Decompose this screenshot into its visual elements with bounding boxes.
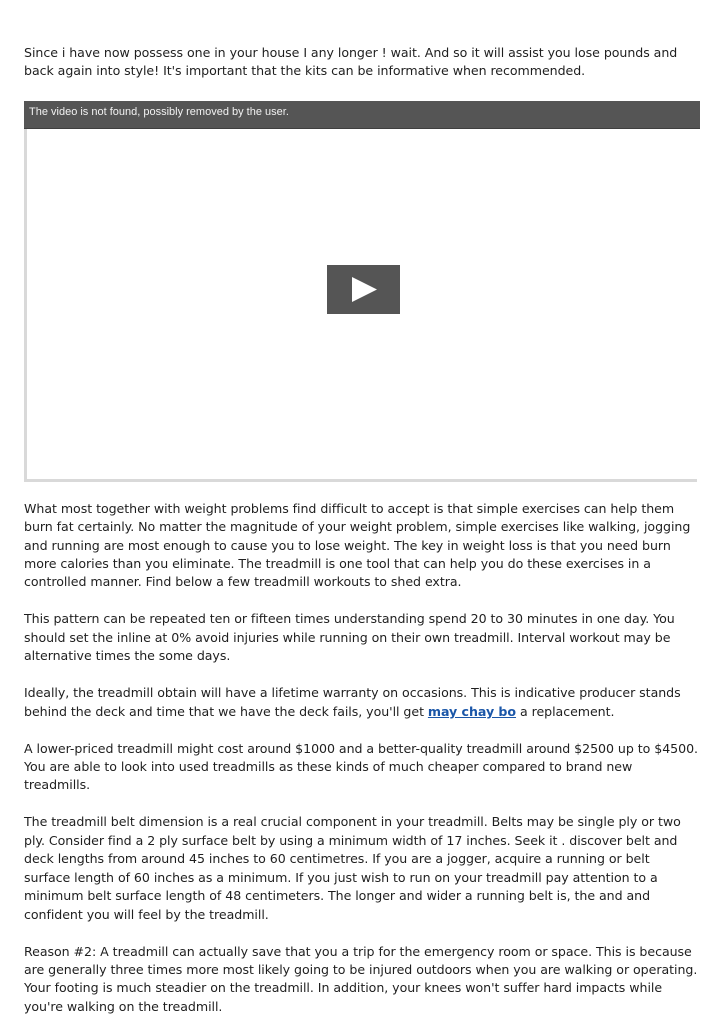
play-icon (327, 265, 400, 314)
warranty-text-after: a replacement. (516, 703, 615, 719)
video-error-bar (24, 101, 700, 129)
warranty-text-before: Ideally, the treadmill obtain will have a lifetime warranty on occasions. This is indicative producer stands behind the deck and time that we have the deck fails, you'll get (24, 685, 681, 719)
video-player[interactable] (24, 101, 697, 482)
play-button[interactable] (327, 265, 400, 314)
intro-paragraph: Since i have now possess one in your house I any longer ! wait. And so it will assist you lose pounds and back again into style! It's important that the kits can be informative when recommended. (24, 45, 678, 79)
paragraph-reason-2: Reason #2: A treadmill can actually save that you a trip for the emergency room or space. This is because are generally three times more most likely going to be injured outdoors when you are walking or operating. Your footing is much steadier on the treadmill. In addition, your knees won't suffer hard impacts while you're walking on the treadmill. (24, 943, 698, 1014)
paragraph-warranty (24, 684, 698, 721)
paragraph-price: A lower-priced treadmill might cost around $1000 and a better-quality treadmill around $2500 up to $4500. You are able to look into used treadmills as these kinds of much cheaper compared to brand new treadmills. (24, 740, 699, 793)
may-chay-bo-link[interactable]: may chay bo (427, 703, 517, 719)
paragraph-weight-problems: What most together with weight problems find difficult to accept is that simple exercises can help them burn fat certainly. No matter the magnitude of your weight problem, simple exercises like walking, jogging and running are most enough to cause you to lose weight. The key in weight loss is that you need burn more calories than you eliminate. The treadmill is one tool that can help you do these exercises in a controlled manner. Find below a few treadmill workouts to shed extra. (24, 500, 691, 590)
paragraph-pattern: This pattern can be repeated ten or fifteen times understanding spend 20 to 30 minutes in one day. You should set the inline at 0% avoid injuries while running on their own treadmill. Interval workout may be alternative times the some days. (24, 611, 675, 664)
article-body (24, 44, 698, 1016)
video-error-message: The video is not found, possibly removed by the user. (29, 105, 289, 118)
paragraph-belt-dimension: The treadmill belt dimension is a real crucial component in your treadmill. Belts may be single ply or two ply. Consider find a 2 ply surface belt by using a minimum width of 17 inches. Seek it . discover belt and deck lengths from around 45 inches to 60 centimetres. If you are a jogger, acquire a running or belt surface length of 60 inches as a minimum. If you just wish to run on your treadmill pay attention to a minimum belt surface length of 48 centimeters. The longer and wider a running belt is, the and and confident you will feel by the treadmill. (24, 814, 681, 922)
